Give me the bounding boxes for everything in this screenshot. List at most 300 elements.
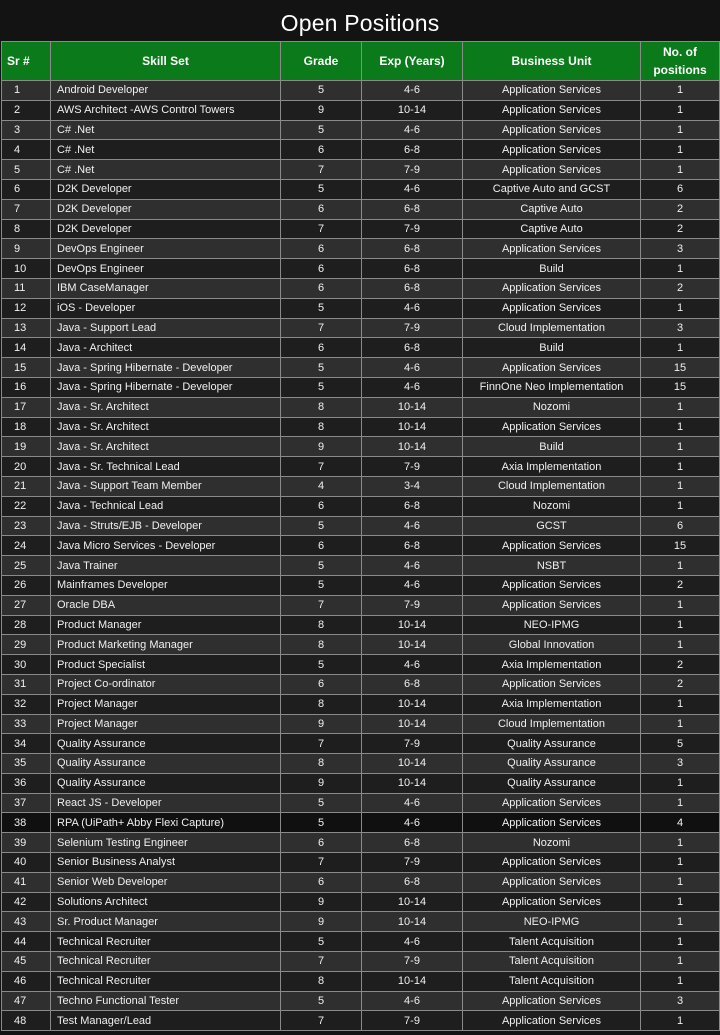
table-row bbox=[2, 100, 720, 120]
exp-cell: 7-9 bbox=[362, 1011, 463, 1031]
skill-cell: Test Manager/Lead bbox=[51, 1011, 281, 1031]
positions-cell: 1 bbox=[641, 714, 720, 734]
exp-cell: 7-9 bbox=[362, 952, 463, 972]
exp-cell: 6-8 bbox=[362, 239, 463, 259]
skill-cell: Java Trainer bbox=[51, 556, 281, 576]
business-unit-cell: Application Services bbox=[463, 892, 641, 912]
exp-cell: 4-6 bbox=[362, 655, 463, 675]
sr-cell: 14 bbox=[2, 338, 51, 358]
business-unit-cell: Quality Assurance bbox=[463, 773, 641, 793]
exp-cell: 6-8 bbox=[362, 496, 463, 516]
sr-cell: 38 bbox=[2, 813, 51, 833]
table-row bbox=[2, 991, 720, 1011]
business-unit-cell: Build bbox=[463, 338, 641, 358]
grade-cell: 9 bbox=[281, 714, 362, 734]
business-unit-cell: Application Services bbox=[463, 536, 641, 556]
grade-cell: 8 bbox=[281, 397, 362, 417]
exp-cell: 7-9 bbox=[362, 318, 463, 338]
sr-cell: 24 bbox=[2, 536, 51, 556]
table-body bbox=[2, 81, 720, 1031]
grade-cell: 5 bbox=[281, 298, 362, 318]
business-unit-cell: FinnOne Neo Implementation bbox=[463, 377, 641, 397]
sr-cell: 29 bbox=[2, 635, 51, 655]
skill-cell: Java Micro Services - Developer bbox=[51, 536, 281, 556]
grade-cell: 5 bbox=[281, 813, 362, 833]
grade-cell: 8 bbox=[281, 615, 362, 635]
sr-cell: 5 bbox=[2, 160, 51, 180]
business-unit-cell: Application Services bbox=[463, 298, 641, 318]
exp-cell: 6-8 bbox=[362, 833, 463, 853]
table-row bbox=[2, 793, 720, 813]
positions-cell: 15 bbox=[641, 377, 720, 397]
exp-cell: 10-14 bbox=[362, 694, 463, 714]
exp-cell: 4-6 bbox=[362, 179, 463, 199]
grade-cell: 7 bbox=[281, 457, 362, 477]
business-unit-cell: Cloud Implementation bbox=[463, 714, 641, 734]
sr-cell: 36 bbox=[2, 773, 51, 793]
positions-cell: 1 bbox=[641, 140, 720, 160]
sr-cell: 45 bbox=[2, 952, 51, 972]
business-unit-cell: Cloud Implementation bbox=[463, 476, 641, 496]
sr-cell: 44 bbox=[2, 932, 51, 952]
exp-cell: 10-14 bbox=[362, 892, 463, 912]
sr-cell: 4 bbox=[2, 140, 51, 160]
business-unit-cell: Quality Assurance bbox=[463, 734, 641, 754]
grade-cell: 7 bbox=[281, 160, 362, 180]
grade-cell: 8 bbox=[281, 971, 362, 991]
table-row bbox=[2, 377, 720, 397]
skill-cell: Technical Recruiter bbox=[51, 952, 281, 972]
skill-cell: C# .Net bbox=[51, 140, 281, 160]
table-row bbox=[2, 971, 720, 991]
grade-cell: 5 bbox=[281, 655, 362, 675]
positions-cell: 1 bbox=[641, 635, 720, 655]
sr-cell: 9 bbox=[2, 239, 51, 259]
grade-cell: 7 bbox=[281, 318, 362, 338]
positions-cell: 1 bbox=[641, 872, 720, 892]
exp-cell: 4-6 bbox=[362, 932, 463, 952]
skill-cell: Java - Technical Lead bbox=[51, 496, 281, 516]
table-row bbox=[2, 674, 720, 694]
positions-cell: 3 bbox=[641, 318, 720, 338]
positions-cell: 3 bbox=[641, 239, 720, 259]
sr-cell: 8 bbox=[2, 219, 51, 239]
sr-cell: 10 bbox=[2, 259, 51, 279]
table-row bbox=[2, 397, 720, 417]
table-header bbox=[2, 42, 720, 81]
table-row bbox=[2, 536, 720, 556]
positions-cell: 1 bbox=[641, 952, 720, 972]
positions-cell: 1 bbox=[641, 773, 720, 793]
positions-cell: 1 bbox=[641, 120, 720, 140]
sr-cell: 21 bbox=[2, 476, 51, 496]
positions-cell: 15 bbox=[641, 536, 720, 556]
table-row bbox=[2, 813, 720, 833]
positions-cell: 1 bbox=[641, 160, 720, 180]
positions-cell: 1 bbox=[641, 100, 720, 120]
table-row bbox=[2, 278, 720, 298]
positions-cell: 1 bbox=[641, 298, 720, 318]
grade-cell: 7 bbox=[281, 853, 362, 873]
exp-cell: 6-8 bbox=[362, 259, 463, 279]
skill-cell: DevOps Engineer bbox=[51, 259, 281, 279]
positions-cell: 1 bbox=[641, 853, 720, 873]
grade-cell: 6 bbox=[281, 259, 362, 279]
business-unit-cell: Axia Implementation bbox=[463, 457, 641, 477]
exp-cell: 6-8 bbox=[362, 536, 463, 556]
business-unit-cell: Application Services bbox=[463, 872, 641, 892]
sr-cell: 28 bbox=[2, 615, 51, 635]
exp-cell: 10-14 bbox=[362, 417, 463, 437]
exp-cell: 4-6 bbox=[362, 516, 463, 536]
exp-cell: 7-9 bbox=[362, 853, 463, 873]
skill-cell: Product Marketing Manager bbox=[51, 635, 281, 655]
table-row bbox=[2, 338, 720, 358]
grade-cell: 5 bbox=[281, 179, 362, 199]
grade-cell: 7 bbox=[281, 734, 362, 754]
skill-cell: Solutions Architect bbox=[51, 892, 281, 912]
grade-cell: 5 bbox=[281, 793, 362, 813]
sr-cell: 20 bbox=[2, 457, 51, 477]
exp-cell: 4-6 bbox=[362, 377, 463, 397]
business-unit-cell: NEO-IPMG bbox=[463, 912, 641, 932]
positions-cell: 6 bbox=[641, 179, 720, 199]
grade-cell: 7 bbox=[281, 1011, 362, 1031]
exp-cell: 10-14 bbox=[362, 912, 463, 932]
exp-cell: 6-8 bbox=[362, 199, 463, 219]
grade-cell: 6 bbox=[281, 239, 362, 259]
skill-cell: Product Manager bbox=[51, 615, 281, 635]
skill-cell: Mainframes Developer bbox=[51, 575, 281, 595]
business-unit-cell: Axia Implementation bbox=[463, 655, 641, 675]
grade-cell: 5 bbox=[281, 377, 362, 397]
table-row bbox=[2, 655, 720, 675]
skill-cell: AWS Architect -AWS Control Towers bbox=[51, 100, 281, 120]
table-row bbox=[2, 833, 720, 853]
positions-cell: 15 bbox=[641, 358, 720, 378]
exp-cell: 4-6 bbox=[362, 81, 463, 101]
business-unit-cell: Application Services bbox=[463, 140, 641, 160]
positions-cell: 2 bbox=[641, 219, 720, 239]
grade-cell: 5 bbox=[281, 81, 362, 101]
table-row bbox=[2, 496, 720, 516]
skill-cell: Java - Sr. Technical Lead bbox=[51, 457, 281, 477]
table-row bbox=[2, 773, 720, 793]
positions-cell: 1 bbox=[641, 793, 720, 813]
exp-cell: 4-6 bbox=[362, 813, 463, 833]
positions-cell: 4 bbox=[641, 813, 720, 833]
business-unit-cell: Build bbox=[463, 437, 641, 457]
business-unit-cell: Nozomi bbox=[463, 397, 641, 417]
sr-cell: 6 bbox=[2, 179, 51, 199]
business-unit-cell: Application Services bbox=[463, 160, 641, 180]
table-row bbox=[2, 417, 720, 437]
table-row bbox=[2, 575, 720, 595]
sr-cell: 11 bbox=[2, 278, 51, 298]
business-unit-cell: Cloud Implementation bbox=[463, 318, 641, 338]
positions-cell: 3 bbox=[641, 991, 720, 1011]
business-unit-cell: Application Services bbox=[463, 853, 641, 873]
table-row bbox=[2, 437, 720, 457]
positions-table bbox=[1, 41, 720, 1031]
grade-cell: 5 bbox=[281, 358, 362, 378]
business-unit-cell: Nozomi bbox=[463, 496, 641, 516]
sr-cell: 13 bbox=[2, 318, 51, 338]
positions-cell: 1 bbox=[641, 932, 720, 952]
skill-cell: Sr. Product Manager bbox=[51, 912, 281, 932]
skill-cell: IBM CaseManager bbox=[51, 278, 281, 298]
exp-cell: 4-6 bbox=[362, 575, 463, 595]
grade-cell: 5 bbox=[281, 120, 362, 140]
sr-cell: 33 bbox=[2, 714, 51, 734]
skill-cell: Java - Sr. Architect bbox=[51, 417, 281, 437]
grade-cell: 8 bbox=[281, 417, 362, 437]
skill-cell: Java - Struts/EJB - Developer bbox=[51, 516, 281, 536]
skill-cell: Java - Sr. Architect bbox=[51, 437, 281, 457]
skill-cell: D2K Developer bbox=[51, 199, 281, 219]
grade-cell: 7 bbox=[281, 952, 362, 972]
skill-cell: D2K Developer bbox=[51, 219, 281, 239]
skill-cell: Project Manager bbox=[51, 694, 281, 714]
table-row bbox=[2, 358, 720, 378]
positions-cell: 1 bbox=[641, 556, 720, 576]
exp-cell: 3-4 bbox=[362, 476, 463, 496]
grade-cell: 9 bbox=[281, 100, 362, 120]
table-row bbox=[2, 160, 720, 180]
sr-cell: 12 bbox=[2, 298, 51, 318]
business-unit-cell: Build bbox=[463, 259, 641, 279]
table-row bbox=[2, 476, 720, 496]
business-unit-cell: Application Services bbox=[463, 991, 641, 1011]
business-unit-cell: Talent Acquisition bbox=[463, 952, 641, 972]
business-unit-cell: Application Services bbox=[463, 813, 641, 833]
skill-cell: Techno Functional Tester bbox=[51, 991, 281, 1011]
grade-cell: 5 bbox=[281, 575, 362, 595]
business-unit-cell: Application Services bbox=[463, 1011, 641, 1031]
exp-cell: 10-14 bbox=[362, 437, 463, 457]
sr-cell: 22 bbox=[2, 496, 51, 516]
table-row bbox=[2, 1011, 720, 1031]
business-unit-cell: Application Services bbox=[463, 793, 641, 813]
sr-cell: 17 bbox=[2, 397, 51, 417]
skill-cell: C# .Net bbox=[51, 160, 281, 180]
positions-cell: 2 bbox=[641, 575, 720, 595]
business-unit-cell: Application Services bbox=[463, 595, 641, 615]
grade-cell: 5 bbox=[281, 516, 362, 536]
exp-cell: 10-14 bbox=[362, 615, 463, 635]
business-unit-cell: GCST bbox=[463, 516, 641, 536]
skill-cell: Quality Assurance bbox=[51, 773, 281, 793]
table-row bbox=[2, 239, 720, 259]
table-row bbox=[2, 734, 720, 754]
business-unit-cell: Talent Acquisition bbox=[463, 932, 641, 952]
table-row bbox=[2, 912, 720, 932]
skill-cell: Java - Architect bbox=[51, 338, 281, 358]
business-unit-cell: Application Services bbox=[463, 81, 641, 101]
exp-cell: 7-9 bbox=[362, 160, 463, 180]
positions-cell: 1 bbox=[641, 81, 720, 101]
grade-cell: 6 bbox=[281, 278, 362, 298]
exp-cell: 4-6 bbox=[362, 120, 463, 140]
grade-cell: 9 bbox=[281, 437, 362, 457]
grade-cell: 6 bbox=[281, 199, 362, 219]
exp-cell: 10-14 bbox=[362, 100, 463, 120]
skill-cell: Java - Support Lead bbox=[51, 318, 281, 338]
column-header-exp: Exp (Years) bbox=[362, 42, 463, 81]
exp-cell: 6-8 bbox=[362, 278, 463, 298]
skill-cell: Senior Business Analyst bbox=[51, 853, 281, 873]
sr-cell: 30 bbox=[2, 655, 51, 675]
positions-cell: 1 bbox=[641, 338, 720, 358]
table-row bbox=[2, 457, 720, 477]
table-row bbox=[2, 318, 720, 338]
skill-cell: Quality Assurance bbox=[51, 754, 281, 774]
table-row bbox=[2, 595, 720, 615]
table-row bbox=[2, 81, 720, 101]
grade-cell: 6 bbox=[281, 536, 362, 556]
sr-cell: 35 bbox=[2, 754, 51, 774]
table-row bbox=[2, 714, 720, 734]
grade-cell: 8 bbox=[281, 635, 362, 655]
exp-cell: 7-9 bbox=[362, 457, 463, 477]
column-header-skill: Skill Set bbox=[51, 42, 281, 81]
business-unit-cell: Application Services bbox=[463, 278, 641, 298]
column-header-grade: Grade bbox=[281, 42, 362, 81]
exp-cell: 6-8 bbox=[362, 674, 463, 694]
table-row bbox=[2, 615, 720, 635]
table-row bbox=[2, 932, 720, 952]
sr-cell: 1 bbox=[2, 81, 51, 101]
skill-cell: Oracle DBA bbox=[51, 595, 281, 615]
exp-cell: 7-9 bbox=[362, 595, 463, 615]
grade-cell: 7 bbox=[281, 219, 362, 239]
positions-cell: 1 bbox=[641, 912, 720, 932]
grade-cell: 9 bbox=[281, 912, 362, 932]
exp-cell: 6-8 bbox=[362, 338, 463, 358]
table-row bbox=[2, 179, 720, 199]
column-header-unit: Business Unit bbox=[463, 42, 641, 81]
sr-cell: 26 bbox=[2, 575, 51, 595]
sr-cell: 48 bbox=[2, 1011, 51, 1031]
positions-cell: 1 bbox=[641, 259, 720, 279]
skill-cell: Android Developer bbox=[51, 81, 281, 101]
grade-cell: 6 bbox=[281, 496, 362, 516]
grade-cell: 6 bbox=[281, 674, 362, 694]
business-unit-cell: Application Services bbox=[463, 358, 641, 378]
sr-cell: 47 bbox=[2, 991, 51, 1011]
skill-cell: Java - Support Team Member bbox=[51, 476, 281, 496]
sr-cell: 18 bbox=[2, 417, 51, 437]
exp-cell: 10-14 bbox=[362, 635, 463, 655]
sr-cell: 42 bbox=[2, 892, 51, 912]
positions-cell: 1 bbox=[641, 892, 720, 912]
sr-cell: 31 bbox=[2, 674, 51, 694]
exp-cell: 10-14 bbox=[362, 773, 463, 793]
skill-cell: DevOps Engineer bbox=[51, 239, 281, 259]
positions-cell: 1 bbox=[641, 615, 720, 635]
skill-cell: Technical Recruiter bbox=[51, 971, 281, 991]
business-unit-cell: Application Services bbox=[463, 239, 641, 259]
grade-cell: 6 bbox=[281, 833, 362, 853]
sr-cell: 39 bbox=[2, 833, 51, 853]
sr-cell: 15 bbox=[2, 358, 51, 378]
positions-cell: 3 bbox=[641, 754, 720, 774]
positions-cell: 1 bbox=[641, 971, 720, 991]
grade-cell: 6 bbox=[281, 140, 362, 160]
business-unit-cell: Global Innovation bbox=[463, 635, 641, 655]
sr-cell: 16 bbox=[2, 377, 51, 397]
business-unit-cell: Nozomi bbox=[463, 833, 641, 853]
positions-cell: 1 bbox=[641, 496, 720, 516]
exp-cell: 4-6 bbox=[362, 793, 463, 813]
positions-cell: 1 bbox=[641, 457, 720, 477]
table-row bbox=[2, 694, 720, 714]
skill-cell: Java - Sr. Architect bbox=[51, 397, 281, 417]
sr-cell: 37 bbox=[2, 793, 51, 813]
business-unit-cell: Captive Auto bbox=[463, 219, 641, 239]
table-row bbox=[2, 259, 720, 279]
sr-cell: 25 bbox=[2, 556, 51, 576]
skill-cell: Java - Spring Hibernate - Developer bbox=[51, 377, 281, 397]
skill-cell: Quality Assurance bbox=[51, 734, 281, 754]
skill-cell: Product Specialist bbox=[51, 655, 281, 675]
positions-cell: 1 bbox=[641, 417, 720, 437]
sr-cell: 3 bbox=[2, 120, 51, 140]
positions-cell: 1 bbox=[641, 833, 720, 853]
business-unit-cell: Application Services bbox=[463, 100, 641, 120]
exp-cell: 7-9 bbox=[362, 734, 463, 754]
table-row bbox=[2, 298, 720, 318]
business-unit-cell: Application Services bbox=[463, 575, 641, 595]
grade-cell: 8 bbox=[281, 694, 362, 714]
table-row bbox=[2, 892, 720, 912]
sr-cell: 34 bbox=[2, 734, 51, 754]
skill-cell: Project Manager bbox=[51, 714, 281, 734]
skill-cell: Selenium Testing Engineer bbox=[51, 833, 281, 853]
positions-cell: 1 bbox=[641, 437, 720, 457]
grade-cell: 5 bbox=[281, 991, 362, 1011]
positions-cell: 1 bbox=[641, 476, 720, 496]
exp-cell: 7-9 bbox=[362, 219, 463, 239]
business-unit-cell: Application Services bbox=[463, 674, 641, 694]
grade-cell: 5 bbox=[281, 556, 362, 576]
exp-cell: 10-14 bbox=[362, 397, 463, 417]
table-row bbox=[2, 754, 720, 774]
business-unit-cell: Captive Auto and GCST bbox=[463, 179, 641, 199]
exp-cell: 10-14 bbox=[362, 971, 463, 991]
exp-cell: 4-6 bbox=[362, 991, 463, 1011]
business-unit-cell: NSBT bbox=[463, 556, 641, 576]
grade-cell: 6 bbox=[281, 338, 362, 358]
exp-cell: 4-6 bbox=[362, 358, 463, 378]
positions-cell: 1 bbox=[641, 397, 720, 417]
skill-cell: Technical Recruiter bbox=[51, 932, 281, 952]
skill-cell: C# .Net bbox=[51, 120, 281, 140]
positions-cell: 1 bbox=[641, 1011, 720, 1031]
sr-cell: 46 bbox=[2, 971, 51, 991]
exp-cell: 6-8 bbox=[362, 140, 463, 160]
exp-cell: 6-8 bbox=[362, 872, 463, 892]
table-row bbox=[2, 872, 720, 892]
sr-cell: 23 bbox=[2, 516, 51, 536]
skill-cell: Project Co-ordinator bbox=[51, 674, 281, 694]
positions-cell: 1 bbox=[641, 694, 720, 714]
exp-cell: 4-6 bbox=[362, 556, 463, 576]
positions-cell: 2 bbox=[641, 278, 720, 298]
business-unit-cell: Talent Acquisition bbox=[463, 971, 641, 991]
business-unit-cell: Captive Auto bbox=[463, 199, 641, 219]
table-row bbox=[2, 952, 720, 972]
